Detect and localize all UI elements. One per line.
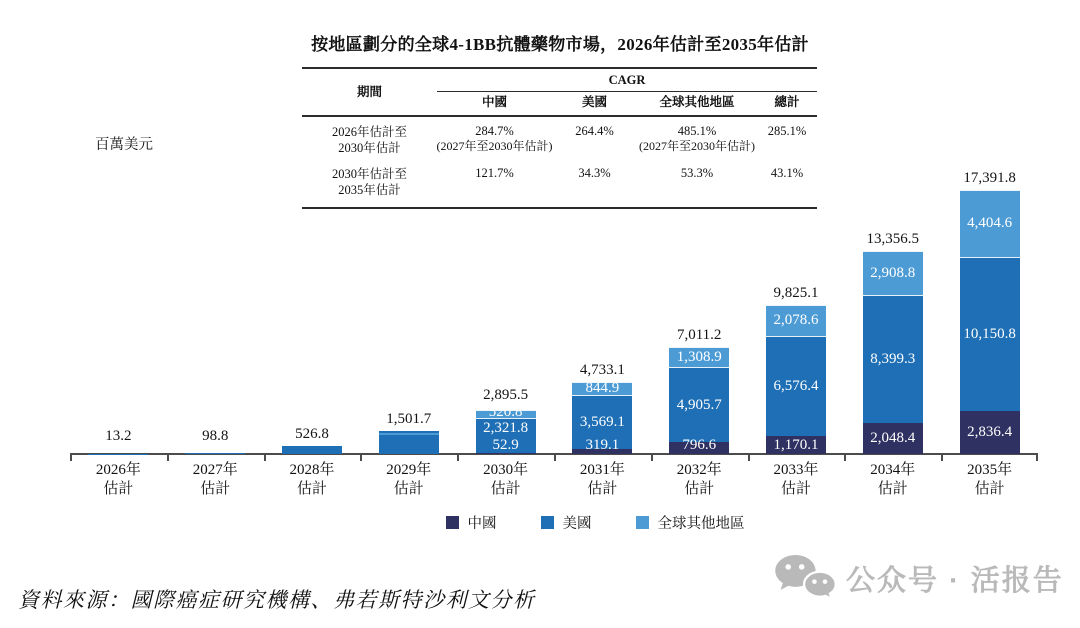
bar-stack-2027年 xyxy=(185,180,245,454)
cagr-value: 43.1% xyxy=(770,166,804,180)
bar-stack-2035年 xyxy=(960,169,1020,454)
segment-value-us: 8,399.3 xyxy=(870,351,916,368)
x-tick-label-2035年: 2035年 估計 xyxy=(967,462,1013,497)
cagr-value-cell xyxy=(437,116,552,159)
wechat-icon xyxy=(774,554,838,602)
segment-value-row: 1,308.9 xyxy=(676,349,722,366)
legend-swatch xyxy=(636,516,649,529)
bar-stack-2034年 xyxy=(863,180,923,454)
segment-value-china: 2,048.4 xyxy=(870,430,916,447)
cagr-value-cell xyxy=(637,116,757,159)
col-header-row: 全球其他地區 xyxy=(637,92,757,117)
cagr-row-2026-2030 xyxy=(302,116,817,159)
legend-label: 美國 xyxy=(562,516,592,532)
cagr-note: (2027年至2030年估計) xyxy=(436,139,553,153)
cagr-value: 34.3% xyxy=(578,166,611,180)
cagr-value-cell xyxy=(757,116,817,159)
chart-title: 按地區劃分的全球4-1BB抗體藥物市場，2026年估計至2035年估計 xyxy=(311,35,809,54)
segment-value-row: 2,078.6 xyxy=(773,312,819,329)
bar-stack-2031年 xyxy=(572,180,632,454)
segment-value-us: 2,321.8 xyxy=(483,420,529,436)
bar-total-value: 13.2 xyxy=(105,428,132,444)
segment-value-china: 2,836.4 xyxy=(967,424,1013,441)
legend-item-美國 xyxy=(541,512,592,533)
segment-value-row: 520.8 xyxy=(488,403,523,420)
period-line1: 2026年估計至 xyxy=(331,125,407,139)
cagr-value: 284.7% xyxy=(475,124,514,138)
bar-total-value: 7,011.2 xyxy=(676,327,722,344)
chart-legend xyxy=(0,512,1080,533)
x-tick-label-2032年: 2032年 估計 xyxy=(676,462,722,497)
period-line2: 2030年估計 xyxy=(338,141,401,155)
cagr-value-cell xyxy=(552,116,637,159)
legend-item-全球其他地區 xyxy=(636,512,745,533)
x-axis-labels xyxy=(70,461,1038,503)
segment-value-china: 319.1 xyxy=(585,437,620,453)
y-axis-unit-label: 百萬美元 xyxy=(95,137,153,153)
period-cell xyxy=(302,116,437,159)
x-tick-label-2026年: 2026年 估計 xyxy=(95,462,141,497)
bar-total-value: 526.8 xyxy=(295,426,329,442)
bar-stack-2026年 xyxy=(88,180,148,454)
x-tick-label-2028年: 2028年 估計 xyxy=(289,462,335,497)
x-tick-label-2031年: 2031年 估計 xyxy=(579,462,625,497)
x-tick-label-2033年: 2033年 估計 xyxy=(773,462,819,497)
legend-label: 中國 xyxy=(467,516,497,532)
period-line1: 2030年估計至 xyxy=(331,167,407,181)
segment-value-us: 3,569.1 xyxy=(579,414,625,431)
legend-swatch xyxy=(446,516,459,529)
cagr-header-row-1 xyxy=(302,68,817,92)
segment-value-china: 52.9 xyxy=(492,437,519,453)
bar-total-value: 17,391.8 xyxy=(963,169,1016,186)
legend-swatch xyxy=(541,516,554,529)
cagr-value: 285.1% xyxy=(767,124,807,138)
segment-value-us: 4,905.7 xyxy=(676,396,722,413)
cagr-group-header: CAGR xyxy=(437,68,817,92)
bar-total-value: 4,733.1 xyxy=(579,362,625,379)
bar-total-value: 9,825.1 xyxy=(773,284,819,301)
cagr-value: 53.3% xyxy=(680,166,714,180)
segment-value-row: 4,404.6 xyxy=(967,215,1013,232)
bar-segment xyxy=(282,446,342,454)
bar-total-value: 1,501.7 xyxy=(386,411,432,428)
period-line2: 2035年估計 xyxy=(338,183,401,197)
bar-stack-2030年 xyxy=(476,180,536,454)
segment-value-china: 1,170.1 xyxy=(773,437,819,453)
bar-stack-2032年 xyxy=(669,180,729,454)
bar-segment xyxy=(379,433,439,435)
legend-label: 全球其他地區 xyxy=(657,516,745,532)
cagr-value: 264.4% xyxy=(575,124,614,138)
bar-segment xyxy=(476,453,536,454)
bar-segment xyxy=(185,453,245,455)
x-tick-label-2027年: 2027年 估計 xyxy=(192,462,238,497)
x-tick-label-2030年: 2030年 估計 xyxy=(483,462,529,497)
segment-value-china: 796.6 xyxy=(682,437,717,453)
period-header: 期間 xyxy=(302,68,437,116)
bar-total-value: 2,895.5 xyxy=(483,387,529,403)
legend-item-中國 xyxy=(446,512,497,533)
segment-value-us: 10,150.8 xyxy=(963,325,1016,342)
x-tick-label-2029年: 2029年 估計 xyxy=(386,462,432,497)
col-header-us: 美國 xyxy=(552,92,637,117)
bar-stack-2033年 xyxy=(766,180,826,454)
cagr-value: 121.7% xyxy=(475,166,514,180)
segment-value-row: 844.9 xyxy=(585,380,620,397)
source-note: 資料來源：國際癌症研究機構、弗若斯特沙利文分析 xyxy=(18,588,536,612)
watermark xyxy=(774,554,1064,602)
col-header-china: 中國 xyxy=(437,92,552,117)
bar-total-value: 98.8 xyxy=(202,428,229,444)
bar-total-value: 13,356.5 xyxy=(866,230,920,247)
bar-stack-2029年 xyxy=(379,180,439,454)
watermark-text: 公众号 · 活报告 xyxy=(846,564,1064,597)
segment-value-us: 6,576.4 xyxy=(773,378,819,395)
cagr-value: 485.1% xyxy=(677,124,717,138)
segment-value-row: 2,908.8 xyxy=(870,265,916,282)
col-header-total: 總計 xyxy=(757,92,817,117)
bar-stack-2028年 xyxy=(282,180,342,454)
cagr-note: (2027年至2030年估計) xyxy=(639,139,755,153)
x-tick-label-2034年: 2034年 估計 xyxy=(870,462,916,497)
